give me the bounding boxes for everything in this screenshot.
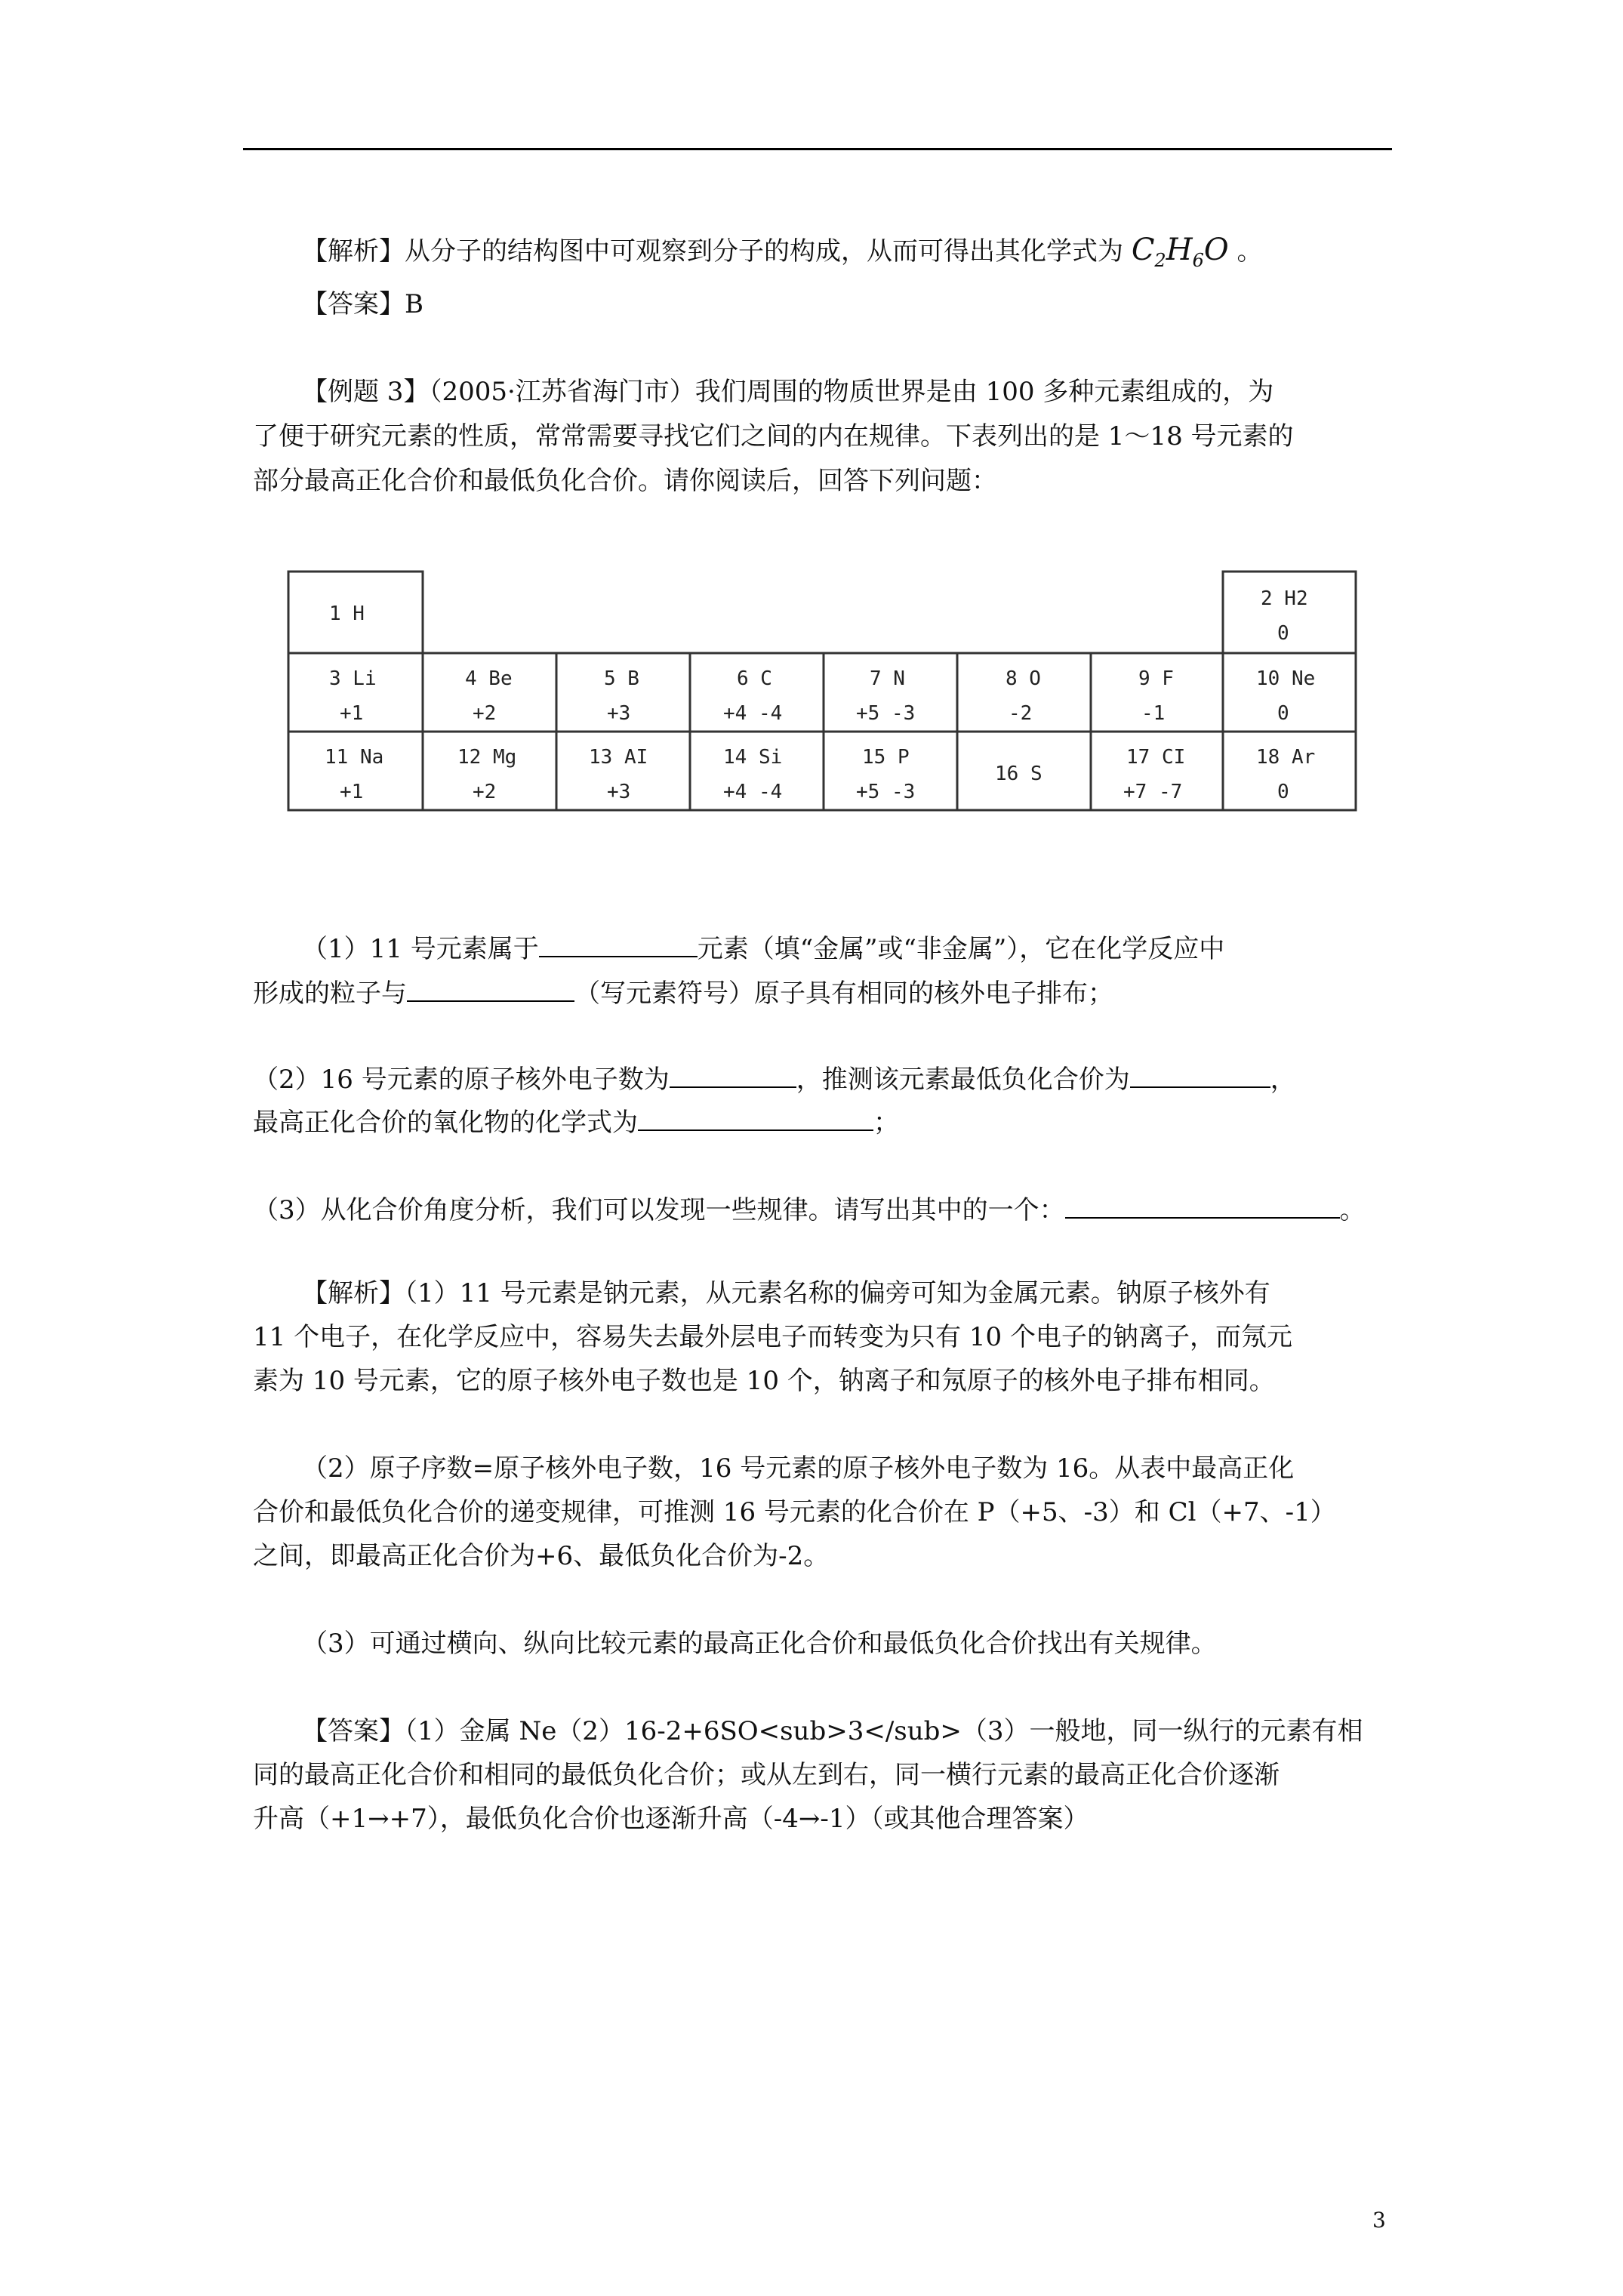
- cell-na-val: +1: [340, 781, 364, 803]
- analysis-p3: （3）可通过横向、纵向比较元素的最高正化合价和最低负化合价找出有关规律。: [302, 1629, 1217, 1659]
- cell-b-val: +3: [607, 702, 631, 725]
- cell-o-val: -2: [1009, 702, 1033, 725]
- page-number: 3: [1372, 2208, 1386, 2233]
- cell-f-val: -1: [1141, 702, 1166, 725]
- cell-n-name: 7 N: [870, 667, 905, 690]
- answer-line3: 升高（+1→+7），最低负化合价也逐渐升高（-4→-1）（或其他合理答案）: [253, 1804, 1089, 1834]
- answer-line2: 同的最高正化合价和相同的最低负化合价；或从左到右，同一横行元素的最高正化合价逐渐: [253, 1760, 1280, 1790]
- cell-ar-name: 18 Ar: [1256, 746, 1316, 769]
- q2-blank-1[interactable]: [670, 1061, 796, 1088]
- analysis-prev-label: 【解析】: [302, 236, 405, 267]
- cell-mg-name: 12 Mg: [457, 746, 517, 769]
- analysis-p1-line1: 【解析】（1）11 号元素是钠元素，从元素名称的偏旁可知为金属元素。钠原子核外有: [302, 1278, 1270, 1308]
- q1-text-c: 形成的粒子与: [253, 978, 407, 1009]
- cell-al-val: +3: [607, 781, 631, 803]
- q2-text-b: ，推测该元素最低负化合价为: [796, 1065, 1130, 1095]
- q2-blank-2[interactable]: [1130, 1061, 1270, 1088]
- q1-blank-2[interactable]: [407, 975, 574, 1002]
- header-rule: [243, 148, 1392, 150]
- element-valence-table: [287, 570, 1359, 812]
- cell-p-val: +5 -3: [856, 781, 916, 803]
- q2-text-a: （2）16 号元素的原子核外电子数为: [253, 1065, 670, 1095]
- cell-be-val: +2: [473, 702, 497, 725]
- analysis-prev-end: 。: [1236, 236, 1263, 267]
- analysis-prev: [302, 233, 1262, 278]
- cell-b-name: 5 B: [604, 667, 639, 690]
- q2-blank-3[interactable]: [638, 1104, 873, 1131]
- cell-c-name: 6 C: [737, 667, 772, 690]
- q1-blank-1[interactable]: [539, 930, 698, 957]
- question-3: [253, 1191, 1366, 1228]
- cell-o-name: 8 O: [1006, 667, 1041, 690]
- analysis-p2-line2: 合价和最低负化合价的递变规律，可推测 16 号元素的化合价在 P（+5、-3）和 Cl（+7、-1）: [253, 1497, 1336, 1527]
- q3-text-b: 。: [1339, 1195, 1366, 1225]
- analysis-p1-line3: 素为 10 号元素，它的原子核外电子数也是 10 个，钠离子和氖原子的核外电子排布相同。: [253, 1366, 1275, 1396]
- answer-prev: [302, 287, 423, 322]
- cell-s-name: 16 S: [995, 763, 1042, 785]
- cell-n-val: +5 -3: [856, 702, 916, 725]
- answer-prev-text: B: [405, 289, 423, 319]
- cell-he-name: 2 H2: [1261, 587, 1308, 610]
- example3-line2: 了便于研究元素的性质，常常需要寻找它们之间的内在规律。下表列出的是 1～18 号元素的: [253, 421, 1294, 451]
- cell-li-val: +1: [340, 702, 364, 725]
- analysis-prev-text: 从分子的结构图中可观察到分子的构成，从而可得出其化学式为: [405, 236, 1123, 267]
- formula-c2h6o: $C_2H_6O$: [1131, 233, 1229, 271]
- answer-prev-label: 【答案】: [302, 289, 405, 319]
- cell-ne-name: 10 Ne: [1256, 667, 1316, 690]
- analysis-p1-line2: 11 个电子，在化学反应中，容易失去最外层电子而转变为只有 10 个电子的钠离子，而氖元: [253, 1322, 1292, 1352]
- cell-na-name: 11 Na: [325, 746, 384, 769]
- cell-f-name: 9 F: [1138, 667, 1174, 690]
- cell-c-val: +4 -4: [723, 702, 783, 725]
- cell-al-name: 13 AI: [589, 746, 648, 769]
- cell-cl-val: +7 -7: [1123, 781, 1183, 803]
- question-2-line1: [253, 1061, 1296, 1097]
- q1-text-b: 元素（填“金属”或“非金属”），它在化学反应中: [697, 934, 1225, 964]
- cell-li-name: 3 Li: [329, 667, 377, 690]
- cell-h: 1 H: [329, 603, 365, 625]
- cell-si-name: 14 Si: [723, 746, 783, 769]
- answer-line1: 【答案】（1）金属 Ne（2）16-2+6SO<sub>3</sub>（3）一般地，同一纵行的元素有相: [302, 1716, 1363, 1746]
- q2-text-d: 最高正化合价的氧化物的化学式为: [253, 1108, 638, 1138]
- cell-ar-val: 0: [1277, 781, 1289, 803]
- question-2-line2: [253, 1104, 899, 1140]
- q1-text-a: （1）11 号元素属于: [302, 934, 539, 964]
- cell-p-name: 15 P: [862, 746, 910, 769]
- q2-text-c: ，: [1270, 1065, 1296, 1095]
- example3-line3: 部分最高正化合价和最低负化合价。请你阅读后，回答下列问题：: [253, 466, 997, 496]
- example3-line1: 【例题 3】（2005·江苏省海门市）我们周围的物质世界是由 100 多种元素组成的，为: [302, 377, 1274, 407]
- q1-text-d: （写元素符号）原子具有相同的核外电子排布；: [574, 978, 1113, 1009]
- question-1-line1: [302, 930, 1224, 966]
- cell-cl-name: 17 CI: [1126, 746, 1186, 769]
- cell-he-val: 0: [1277, 622, 1289, 645]
- q3-blank[interactable]: [1065, 1191, 1340, 1219]
- question-1-line2: [253, 975, 1113, 1011]
- cell-si-val: +4 -4: [723, 781, 783, 803]
- q3-text-a: （3）从化合价角度分析，我们可以发现一些规律。请写出其中的一个：: [253, 1195, 1065, 1225]
- q2-text-e: ；: [873, 1108, 899, 1138]
- analysis-p2-line3: 之间，即最高正化合价为+6、最低负化合价为-2。: [253, 1541, 830, 1571]
- cell-ne-val: 0: [1277, 702, 1289, 725]
- analysis-p2-line1: （2）原子序数=原子核外电子数，16 号元素的原子核外电子数为 16。从表中最高正化: [302, 1453, 1295, 1484]
- cell-mg-val: +2: [473, 781, 497, 803]
- cell-be-name: 4 Be: [465, 667, 513, 690]
